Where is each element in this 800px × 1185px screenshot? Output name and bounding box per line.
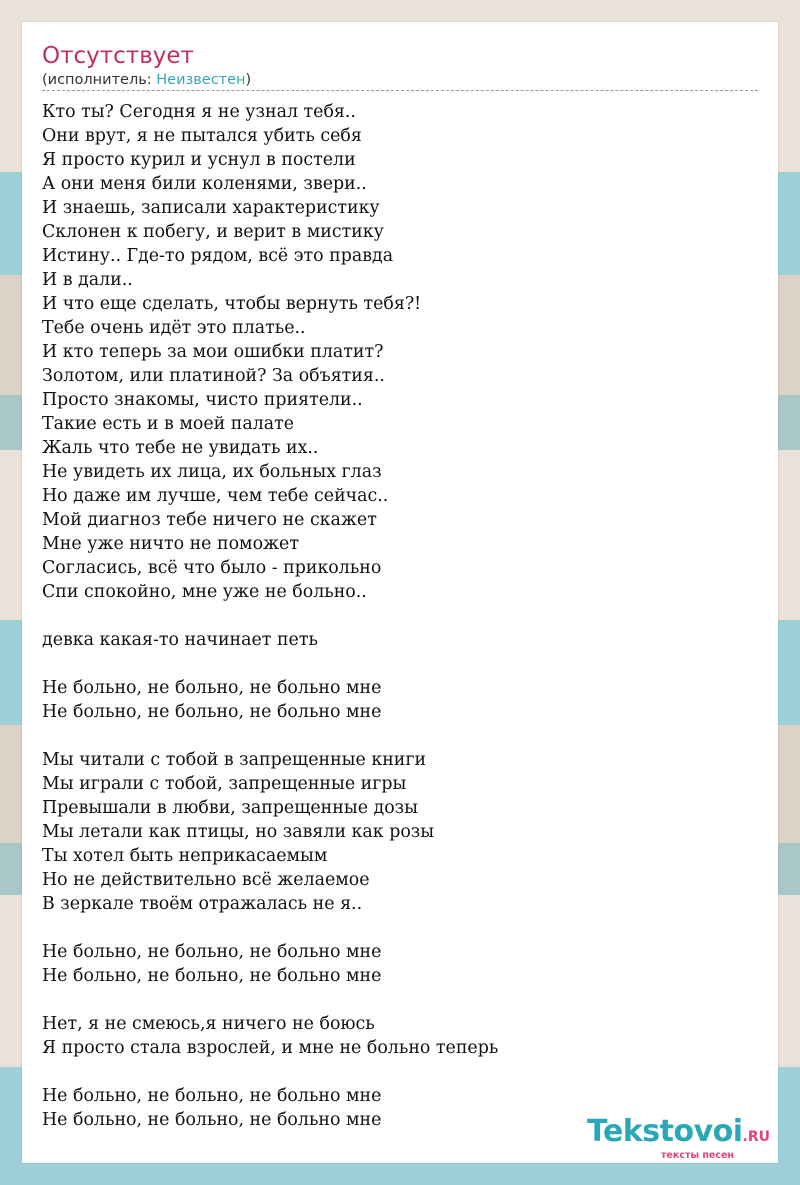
lyric-line: И что еще сделать, чтобы вернуть тебя?! [42, 294, 422, 314]
lyric-line: Но даже им лучше, чем тебе сейчас.. [42, 486, 389, 506]
lyrics-card [22, 22, 778, 1163]
lyric-line: Спи спокойно, мне уже не больно.. [42, 582, 367, 602]
lyric-blank-line [42, 724, 758, 748]
lyric-line: Превышали в любви, запрещенные дозы [42, 798, 419, 818]
lyric-line: Я просто стала взрослей, и мне не больно теперь [42, 1038, 499, 1058]
song-title: Отсутствует [42, 43, 194, 69]
logo-name: Tekstovoi [586, 1114, 743, 1149]
lyric-line: И кто теперь за мои ошибки платит? [42, 342, 384, 362]
lyric-line: Мы играли с тобой, запрещенные игры [42, 774, 407, 794]
artist-prefix: (исполнитель: [42, 72, 157, 88]
lyric-line: Мы летали как птицы, но завяли как розы [42, 822, 435, 842]
lyric-line: Согласись, всё что было - прикольно [42, 558, 382, 578]
lyric-line: Тебе очень идёт это платье.. [42, 318, 306, 338]
lyric-line: Золотом, или платиной? За объятия.. [42, 366, 385, 386]
lyric-line: Нет, я не смеюсь,я ничего не боюсь [42, 1014, 375, 1034]
lyric-line: Жаль что тебе не увидать их.. [42, 438, 319, 458]
lyric-line: И в дали.. [42, 270, 133, 290]
logo-tagline: тексты песен [660, 1150, 734, 1161]
lyric-line: Мне уже ничто не поможет [42, 534, 299, 554]
lyric-line: А они меня били коленями, звери.. [42, 174, 367, 194]
lyric-blank-line [42, 1060, 758, 1084]
lyric-line: Мой диагноз тебе ничего не скажет [42, 510, 377, 530]
lyric-line: Кто ты? Сегодня я не узнал тебя.. [42, 102, 356, 122]
lyric-line: Мы читали с тобой в запрещенные книги [42, 750, 427, 770]
site-logo[interactable] [587, 1116, 770, 1161]
lyric-line: Не больно, не больно, не больно мне [42, 966, 382, 986]
lyric-line: Но не действительно всё желаемое [42, 870, 370, 890]
lyric-blank-line [42, 604, 758, 628]
lyric-blank-line [42, 916, 758, 940]
lyric-line: Я просто курил и уснул в постели [42, 150, 356, 170]
lyric-line: Просто знакомы, чисто приятели.. [42, 390, 363, 410]
lyric-line: Склонен к побегу, и верит в мистику [42, 222, 384, 242]
lyric-line: Не больно, не больно, не больно мне [42, 702, 382, 722]
lyric-line: В зеркале твоём отражалась не я.. [42, 894, 363, 914]
artist-suffix: ) [245, 72, 252, 88]
lyric-line: Такие есть и в моей палате [42, 414, 295, 434]
lyric-blank-line [42, 652, 758, 676]
artist-line [42, 71, 251, 89]
logo-tld: .RU [742, 1129, 770, 1145]
title-divider [42, 90, 758, 91]
lyric-line: Не больно, не больно, не больно мне [42, 1110, 382, 1130]
lyric-blank-line [42, 988, 758, 1012]
lyric-line: Не увидеть их лица, их больных глаз [42, 462, 382, 482]
lyric-line: Не больно, не больно, не больно мне [42, 942, 382, 962]
lyric-line: Ты хотел быть неприкасаемым [42, 846, 328, 866]
lyric-line: Не больно, не больно, не больно мне [42, 678, 382, 698]
lyric-line: И знаешь, записали характеристику [42, 198, 380, 218]
lyric-line: Истину.. Где-то рядом, всё это правда [42, 246, 394, 266]
lyrics-text [42, 100, 758, 1132]
artist-link[interactable]: Неизвестен [156, 72, 246, 88]
lyric-line: Не больно, не больно, не больно мне [42, 1086, 382, 1106]
lyric-line: девка какая-то начинает петь [42, 630, 318, 650]
lyric-line: Они врут, я не пытался убить себя [42, 126, 362, 146]
